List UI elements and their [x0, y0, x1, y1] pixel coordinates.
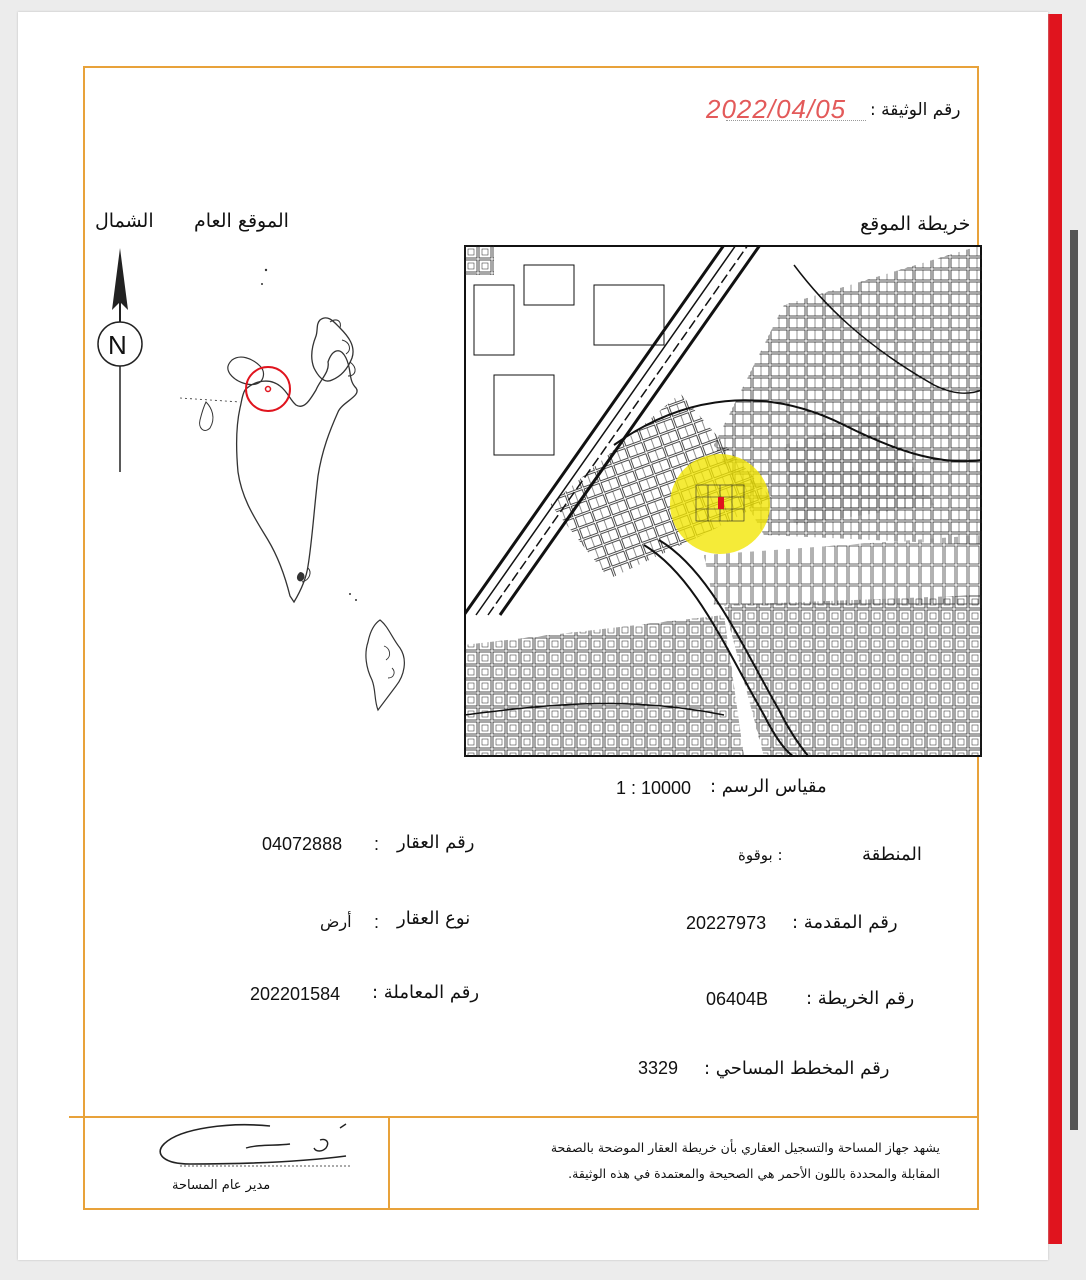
- certification-line-2: المقابلة والمحددة باللون الأحمر هي الصحيحة والمعتمدة في هذه الوثيقة.: [568, 1166, 940, 1181]
- area-value: : بوقوة: [738, 846, 783, 864]
- area-label: المنطقة: [862, 844, 922, 865]
- general-location-map: [170, 250, 430, 720]
- property-number-colon: :: [374, 834, 380, 854]
- transaction-number-label: رقم المعاملة :: [372, 982, 480, 1003]
- property-type-label: نوع العقار: [397, 908, 471, 929]
- property-number-label: رقم العقار: [397, 832, 475, 853]
- site-map: [464, 245, 982, 757]
- property-type-value: أرض: [320, 912, 352, 931]
- property-type-colon: :: [374, 912, 380, 932]
- scale-label: مقياس الرسم :: [710, 776, 827, 797]
- signatory-title: مدير عام المساحة: [172, 1178, 271, 1193]
- scale-value: 1 : 10000: [616, 778, 692, 798]
- north-letter: N: [108, 330, 127, 360]
- site-map-label: خريطة الموقع: [860, 213, 971, 235]
- map-number-label: رقم الخريطة :: [806, 988, 915, 1009]
- parcel-marker: [718, 497, 724, 509]
- footer-vertical-divider: [388, 1116, 390, 1210]
- intro-number-label: رقم المقدمة :: [792, 912, 898, 933]
- intro-number-value: 20227973: [686, 913, 767, 933]
- north-label: الشمال: [95, 210, 154, 232]
- property-number-value: 04072888: [262, 834, 343, 854]
- map-number-value: 06404B: [706, 989, 769, 1009]
- survey-plan-number-value: 3329: [638, 1058, 679, 1078]
- general-location-label: الموقع العام: [194, 210, 289, 232]
- doc-number-dotted-line: [726, 120, 866, 121]
- transaction-number-value: 202201584: [250, 984, 341, 1004]
- doc-number-label: رقم الوثيقة :: [870, 100, 961, 120]
- signature-icon: [150, 1118, 370, 1174]
- scanner-edge-shadow: [1070, 230, 1078, 1130]
- survey-plan-number-label: رقم المخطط المساحي :: [704, 1058, 890, 1079]
- doc-number-value: 2022/04/05: [706, 94, 847, 124]
- certification-line-1: يشهد جهاز المساحة والتسجيل العقاري بأن خريطة العقار الموضحة بالصفحة: [550, 1140, 940, 1155]
